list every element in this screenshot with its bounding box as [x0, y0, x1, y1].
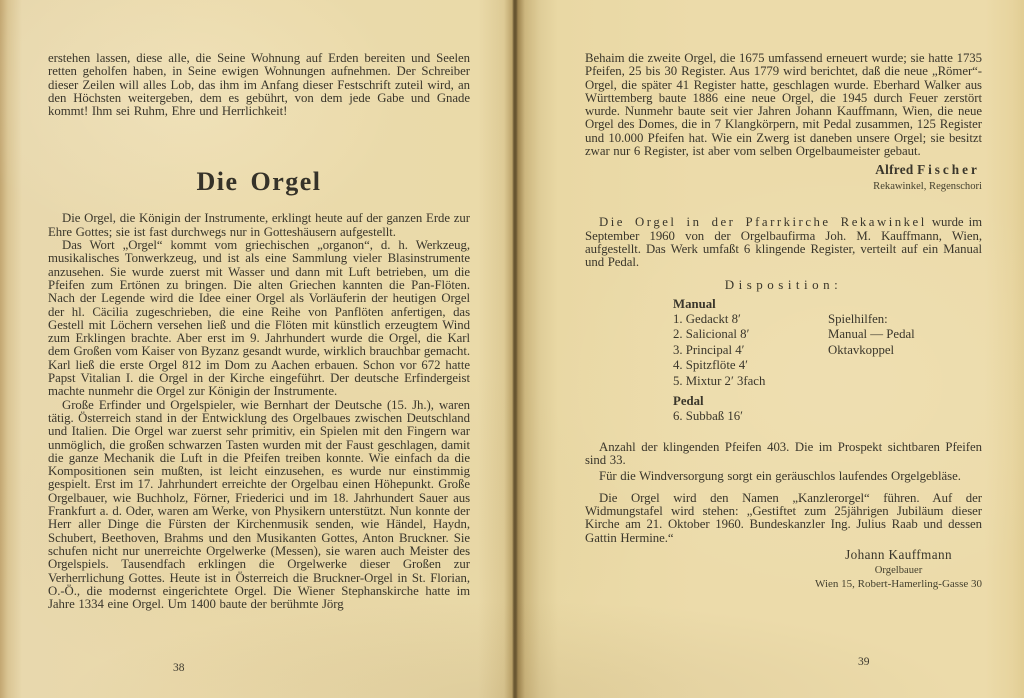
- register-item: 2. Salicional 8′: [673, 327, 750, 342]
- register-item: 5. Mixtur 2′ 3fach: [673, 373, 766, 388]
- body-paragraph: Das Wort „Orgel“ kommt vom griechischen „organon“, d. h. Werkzeug, musikalisches Tonwerkzeug, und ist als eine Sammlung vieler Blasinstrumente anzusehen. Sie wurde zuerst mit Wasser und dann mit Luft betrieben, um die Pfeifen zum Ertönen zu bringen. Die alten Griechen kannten die Pan-Flöten. Nach der Legende wird die Idee einer Orgel als Vorläuferin der heutigen Orgel der hl. Cäcilia zugeschrieben, die eine Reihe von Panflöten anfertigen, das Gestell mit Löchern versehen ließ und die Flöten mit künstlich erzeugtem Wind zum Erklingen brachte. Aber erst im 9. Jahrhundert wurde die Orgel, die Karl dem Großen vom Kaiser von Byzanz gesandt wurde, wirklich brauchbar gemacht. Karl ließ die erste Orgel 812 im Dom zu Aachen erbauen. Schon vor 672 hatte Papst Vitalian I. die Orgel in der Kirche eingeführt. Der deutsche Erfindergeist machte nunmehr die Orgel zur Königin der Instrumente.: [48, 238, 470, 399]
- body-paragraph: Für die Windversorgung sorgt ein geräuschlos laufendes Orgelgebläse.: [599, 469, 961, 484]
- disposition-aids-column: [828, 312, 915, 358]
- right-page: [521, 0, 1024, 698]
- body-paragraph: Die Orgel wird den Namen „Kanzlerorgel“ führen. Auf der Widmungstafel wird stehen: „Gestiftet zum 25jährigen Jubiläum dieser Kirche am 21. Oktober 1960. Bundeskanzler Ing. Julius Raab und dessen Gattin Hermine.“: [585, 490, 982, 545]
- paragraph-rest: wurde im September 1960 von der Orgelbaufirma Joh. M. Kauffmann, Wien, aufgestellt. Das Werk umfaßt 6 klingende Register, verteilt auf ein Manual und Pedal.: [585, 215, 982, 270]
- page-title: Die Orgel: [196, 167, 322, 197]
- body-paragraph: Anzahl der klingenden Pfeifen 403. Die im Prospekt sichtbaren Pfeifen sind 33.: [585, 439, 982, 468]
- signature-last-name: Fischer: [917, 162, 980, 178]
- signature-address: Wien 15, Robert-Hamerling-Gasse 30: [815, 577, 982, 590]
- rekawinkel-paragraph: [585, 216, 982, 269]
- continuation-paragraph: erstehen lassen, diese alle, die Seine Wohnung auf Erden bereiten und Seelen retten geholfen haben, in Seine ewigen Wohnungen aufnehmen. Der Schreiber dieser Zeilen will alles Lob, das ihm im Anfang dieser Festschrift zuteil wird, an den Höchsten weitergeben, dem es gebührt, von dem jede Gabe und Gnade kommt! Ihm sei Ruhm, Ehre und Herrlichkeit!: [48, 51, 470, 119]
- signature-kauffmann: [815, 547, 982, 590]
- signature-name: [873, 162, 982, 178]
- body-paragraph: Große Erfinder und Orgelspieler, wie Bernhart der Deutsche (15. Jh.), waren tätig. Österreich stand in der Entwicklung des Orgelbaues zwischen Deutschland und Italien. Die Orgel war zuerst sehr primitiv, ein Spielen mit den Fingern war unmöglich, die großen schwarzen Tasten wurden mit der Faust geschlagen, damit die ganze Mechanik die Luft in die Pfeifen treiben konnte. Wie einfach da die Kompositionen sein mußten, ist leicht einzusehen, es wurde nur einstimmig gespielt. Erst im 17. Jahrhundert erreichte der Orgelbau einen Höhepunkt. Große Orgelbauer, wie Buchholz, Förner, Friederici und im 18. Jahrhundert Sauer aus Frankfurt a. d. Oder, waren am Werke, von Physikern unterstützt. Nun konnte der Herr aller Dinge die Fürsten der Kirchenmusik senden, wie Händel, Haydn, Schubert, Beethoven, Brahms und den Musikanten Gottes, Anton Bruckner. Sie schufen nicht nur unerreichte Orgelwerke (Messen), sie waren auch Meister des Orgelspiels. Tausendfach erklingen die Orgelwerke dieser Großen zur Verherrlichung Gottes. Heute ist in Österreich die Bruckner-Orgel in St. Florian, O.-Ö., die modernst eingerichtete Orgel. Die Wiener Stephanskirche hatte im Jahre 1334 eine Orgel. Um 1400 baute der berühmte Jörg: [48, 397, 470, 612]
- aids-label: Spielhilfen:: [828, 311, 888, 326]
- disposition-table: [585, 297, 982, 425]
- body-paragraph: Die Orgel, die Königin der Instrumente, erklingt heute auf der ganzen Erde zur Ehre Gottes; sie ist fast durchwegs nur in Gotteshäusern aufgestellt.: [48, 211, 470, 239]
- aids-item: Manual — Pedal: [828, 327, 915, 342]
- signature-subtitle: Rekawinkel, Regenschori: [873, 181, 982, 193]
- register-item: 6. Subbaß 16′: [673, 409, 743, 424]
- continuation-paragraph: Behaim die zweite Orgel, die 1675 umfassend erneuert wurde; sie hatte 1735 Pfeifen, 25 bis 30 Register. Aus 1779 wird berichtet, daß die neue „Römer“-Orgel, die später 41 Register hatte, geschlagen wurde. Eberhard Walker aus Württemberg baute 1886 eine neue Orgel, die 1945 durch Feuer zerstört wurde. Nunmehr baute seit vier Jahren Johann Kauffmann, Wien, die neue Orgel des Domes, die in 7 Klangkörpern, mit Pedal zusammen, 125 Register und 10.000 Pfeifen hat. Wie ein Zwerg ist daneben unsere Orgel; sie besitzt zwar nur 6 Register, ist aber vom selben Orgelbaumeister gebaut.: [585, 51, 982, 159]
- page-number-right: 39: [858, 656, 870, 668]
- disposition-title: Disposition:: [724, 276, 843, 292]
- aids-item: Oktavkoppel: [828, 342, 895, 357]
- signature-fischer: [873, 162, 982, 192]
- page-number-left: 38: [173, 662, 185, 674]
- signature-first-name: Alfred: [875, 162, 918, 178]
- signature-name: Johann Kauffmann: [845, 546, 952, 562]
- manual-label: Manual: [673, 296, 716, 311]
- spaced-lead-text: Die Orgel in der Pfarrkirche Rekawinkel: [599, 215, 927, 230]
- pedal-label: Pedal: [673, 394, 704, 408]
- register-item: 1. Gedackt 8′: [673, 311, 741, 326]
- register-item: 3. Principal 4′: [673, 342, 745, 357]
- register-item: 4. Spitzflöte 4′: [673, 358, 748, 373]
- signature-role: Orgelbauer: [874, 564, 923, 576]
